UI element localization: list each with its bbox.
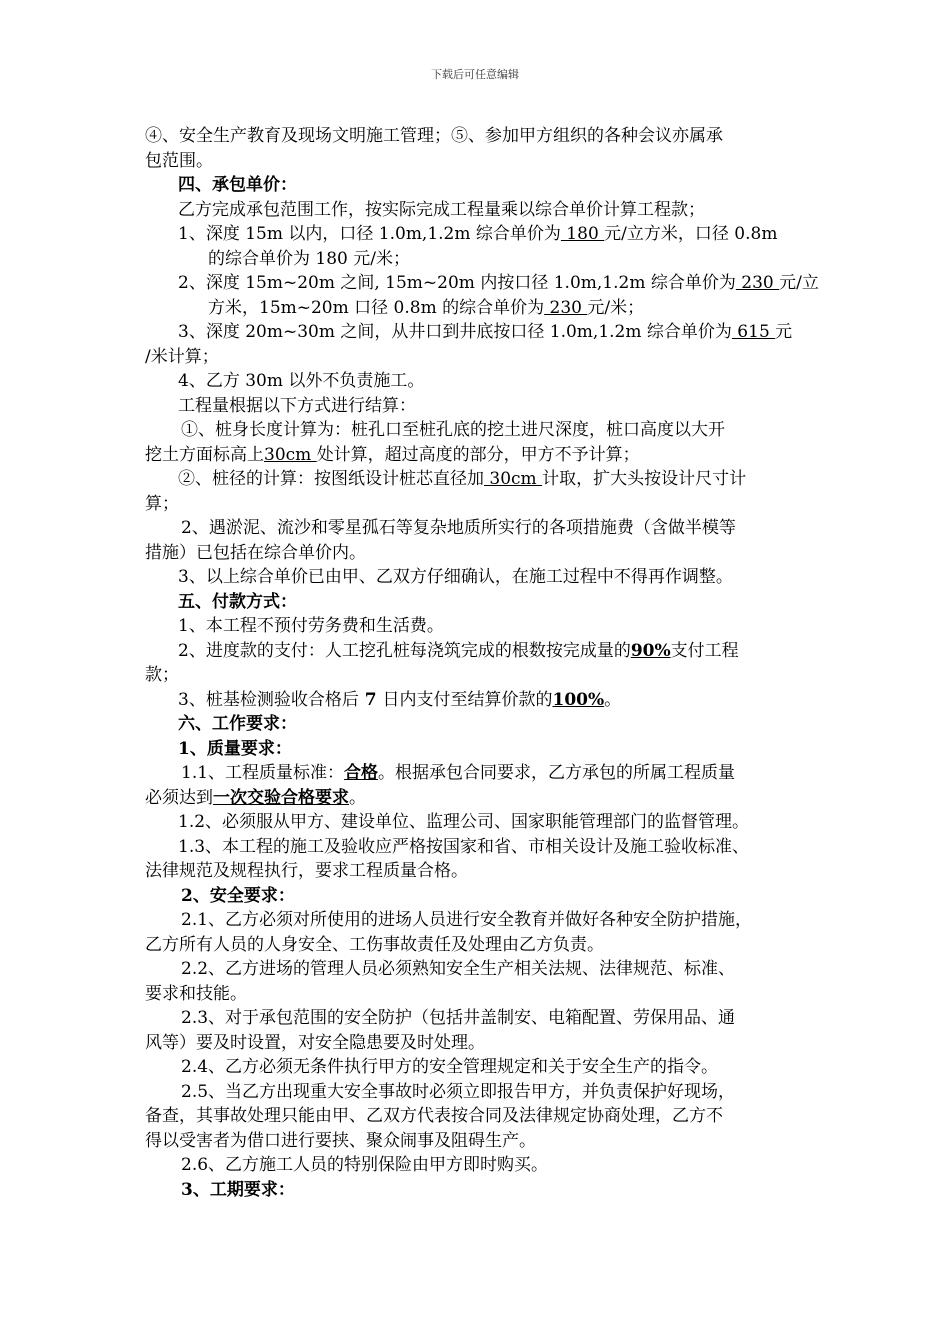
price-item-3-cont: /米计算； [145,346,219,367]
section-heading-unit-price: 四、承包单价： [178,175,297,195]
safety-item-6: 2.6、乙方施工人员的特别保险由甲方即时购买。 [181,1155,549,1175]
price-item-2-cont: 方米，15m~20m 口径 0.8m 的综合单价为 230 元/米； [208,297,645,318]
safety-item-3: 2.3、对于承包范围的安全防护（包括井盖制安、电箱配置、劳保用品、通 [181,1008,736,1028]
safety-item-4: 2.4、乙方必须无条件执行甲方的安全管理规定和关于安全生产的指令。 [181,1057,719,1077]
safety-item-5: 2.5、当乙方出现重大安全事故时必须立即报告甲方，并负责保护好现场， [181,1081,736,1102]
price-value: 615 [731,322,776,342]
safety-item-5-cont: 得以受害者为借口进行要挟、聚众闹事及阻碍生产。 [145,1130,536,1151]
payment-item-1: 1、本工程不预付劳务费和生活费。 [178,616,444,636]
quality-item-3-cont: 法律规范及规程执行，要求工程质量合格。 [145,861,468,881]
calc-rule-3-cont: 措施）已包括在综合单价内。 [145,542,366,563]
payment-item-2-cont: 款； [145,665,179,685]
underlined-value: 30cm [484,469,543,489]
safety-item-2: 2.2、乙方进场的管理人员必须熟知安全生产相关法规、法律规范、标准、 [181,959,736,979]
paragraph-line: 包范围。 [145,150,213,171]
subsection-heading-quality: 1、质量要求： [178,738,292,759]
section-heading-payment: 五、付款方式： [178,591,297,612]
document-body [145,124,819,1202]
price-item-3: 3、深度 20m~30m 之间，从井口到井底按口径 1.0m,1.2m 综合单价为 615 元 [178,322,793,342]
quality-item-3: 1.3、本工程的施工及验收应严格按国家和省、市相关设计及施工验收标准、 [178,836,750,857]
safety-item-1-cont: 乙方所有人员的人身安全、工伤事故责任及处理由乙方负责。 [145,934,604,955]
paragraph-line: 乙方完成承包范围工作，按实际完成工程量乘以综合单价计算工程款； [178,199,705,220]
price-item-2: 2、深度 15m~20m 之间, 15m~20m 内按口径 1.0m,1.2m 综合单价为 230 元/立 [178,273,819,293]
calc-rule-4: 3、以上综合单价已由甲、乙双方仔细确认，在施工过程中不得再作调整。 [178,567,733,587]
quality-item-1: 1.1、工程质量标准：合格。根据承包合同要求，乙方承包的所属工程质量 [181,763,736,783]
underlined-value: 一次交验合格要求 [213,787,349,808]
calc-rule-3: 2、遇淤泥、流沙和零星孤石等复杂地质所实行的各项措施费（含做半模等 [181,518,736,538]
safety-item-2-cont: 要求和技能。 [145,983,247,1004]
paragraph-line: 工程量根据以下方式进行结算： [178,395,416,416]
paragraph-line: ④、安全生产教育及现场文明施工管理；⑤、参加甲方组织的各种会议亦属承 [145,126,723,146]
underlined-value: 100% [552,689,605,710]
price-item-4: 4、乙方 30m 以外不负责施工。 [178,371,425,391]
price-value: 230 [735,273,780,293]
subsection-heading-schedule: 3、工期要求： [181,1179,295,1200]
quality-item-2: 1.2、必须服从甲方、建设单位、监理公司、国家职能管理部门的监督管理。 [178,812,750,832]
calc-rule-1: ①、桩身长度计算为：桩孔口至桩孔底的挖土进尺深度，桩口高度以大开 [181,420,725,440]
quality-item-1-cont: 必须达到一次交验合格要求。 [145,787,366,808]
calc-rule-2-cont: 算； [145,493,179,514]
calc-rule-2: ②、桩径的计算：按图纸设计桩芯直径加 30cm 计取，扩大头按设计尺寸计 [178,469,747,489]
price-item-1-cont: 的综合单价为 180 元/米； [208,248,410,269]
section-heading-work-requirements: 六、工作要求： [178,714,297,734]
payment-item-3: 3、桩基检测验收合格后 7 日内支付至结算价款的100%。 [178,689,622,710]
underlined-value: 30cm [264,444,317,465]
price-value: 180 [560,224,605,244]
payment-item-2: 2、进度款的支付：人工挖孔桩每浇筑完成的根数按完成量的90%支付工程 [178,640,739,661]
page-header: 下载后可任意编辑 [431,68,519,81]
safety-item-3-cont: 风等）要及时设置，对安全隐患要及时处理。 [145,1032,485,1053]
safety-item-5-cont: 备查，其事故处理只能由甲、乙双方代表按合同及法律规定协商处理，乙方不 [145,1106,723,1126]
price-value: 230 [544,297,588,318]
price-item-1: 1、深度 15m 以内，口径 1.0m,1.2m 综合单价为 180 元/立方米，口径 0.8m [178,224,778,244]
subsection-heading-safety: 2、安全要求： [181,885,295,906]
underlined-value: 90% [630,640,671,661]
underlined-value: 合格 [344,763,379,783]
safety-item-1: 2.1、乙方必须对所使用的进场人员进行安全教育并做好各种安全防护措施， [181,910,753,930]
calc-rule-1-cont: 挖土方面标高上30cm 处计算，超过高度的部分，甲方不予计算； [145,444,640,465]
